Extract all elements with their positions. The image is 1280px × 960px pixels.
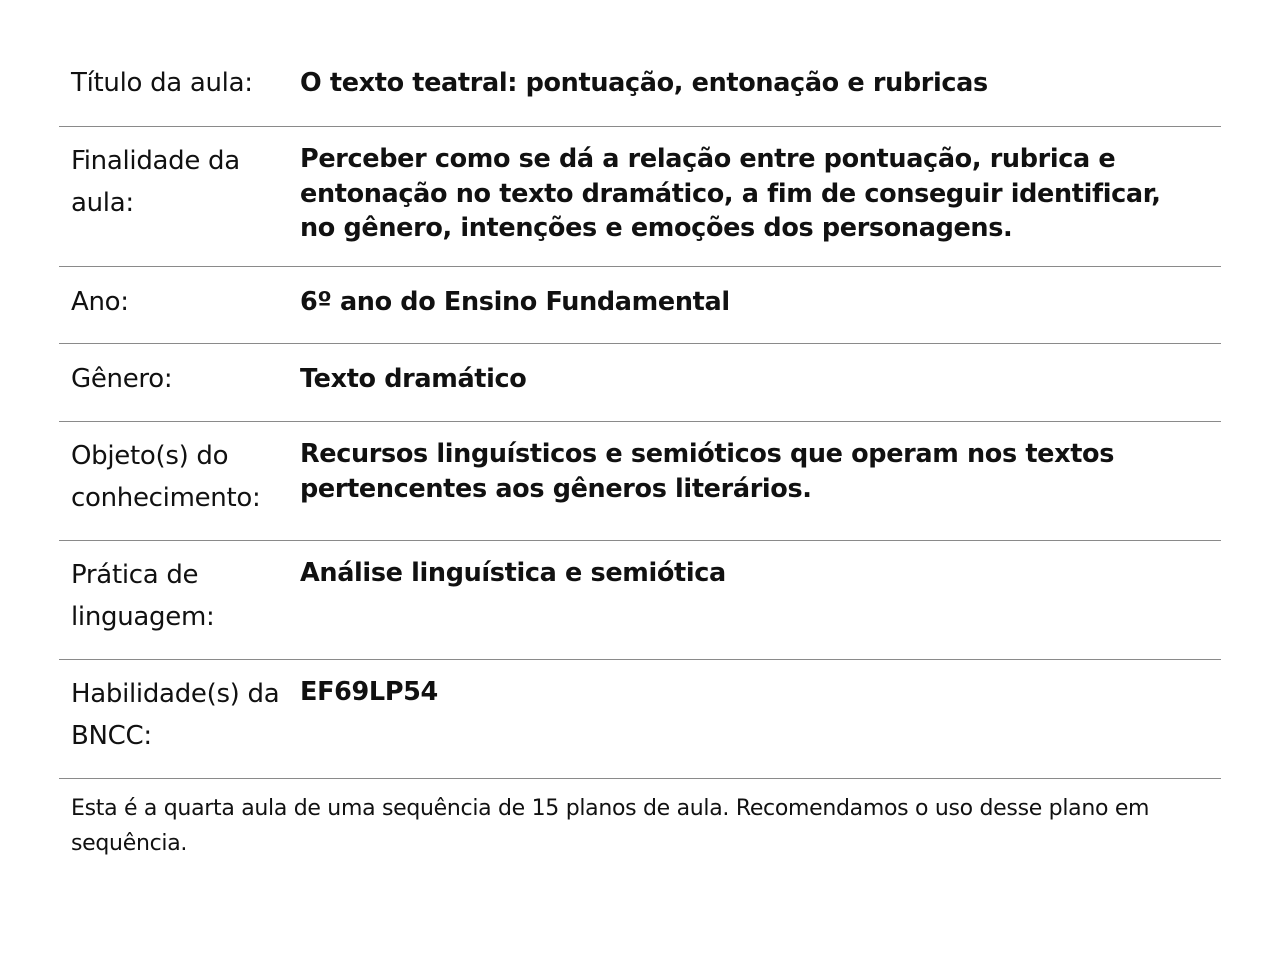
row-label: Gênero:	[71, 364, 173, 394]
row-value: Texto dramático	[300, 364, 527, 394]
row-finalidade	[59, 127, 1221, 267]
row-value: EF69LP54	[300, 677, 438, 707]
row-label: Ano:	[71, 287, 129, 317]
row-label: Título da aula:	[71, 68, 253, 98]
row-genero	[59, 344, 1221, 422]
row-pratica	[59, 541, 1221, 660]
row-value: 6º ano do Ensino Fundamental	[300, 287, 730, 317]
row-value: Perceber como se dá a relação entre pontuação, rubrica e entonação no texto dramático, a fim de conseguir identificar, no gênero, intenções e emoções dos personagens.	[300, 144, 1161, 243]
row-ano	[59, 267, 1221, 344]
row-label: Objeto(s) do conhecimento:	[71, 441, 261, 513]
row-titulo	[59, 48, 1221, 127]
row-label: Prática de linguagem:	[71, 560, 215, 632]
row-label: Habilidade(s) da BNCC:	[71, 679, 280, 751]
sequence-note: Esta é a quarta aula de uma sequência de 15 planos de aula. Recomendamos o uso desse plano em sequência.	[71, 796, 1150, 856]
row-label: Finalidade da aula:	[71, 146, 240, 218]
row-objeto	[59, 422, 1221, 541]
lesson-plan-table	[59, 48, 1221, 861]
row-value: O texto teatral: pontuação, entonação e rubricas	[300, 68, 988, 98]
row-habilidade	[59, 660, 1221, 779]
row-value: Recursos linguísticos e semióticos que operam nos textos pertencentes aos gêneros literários.	[300, 439, 1115, 504]
row-value: Análise linguística e semiótica	[300, 558, 726, 588]
